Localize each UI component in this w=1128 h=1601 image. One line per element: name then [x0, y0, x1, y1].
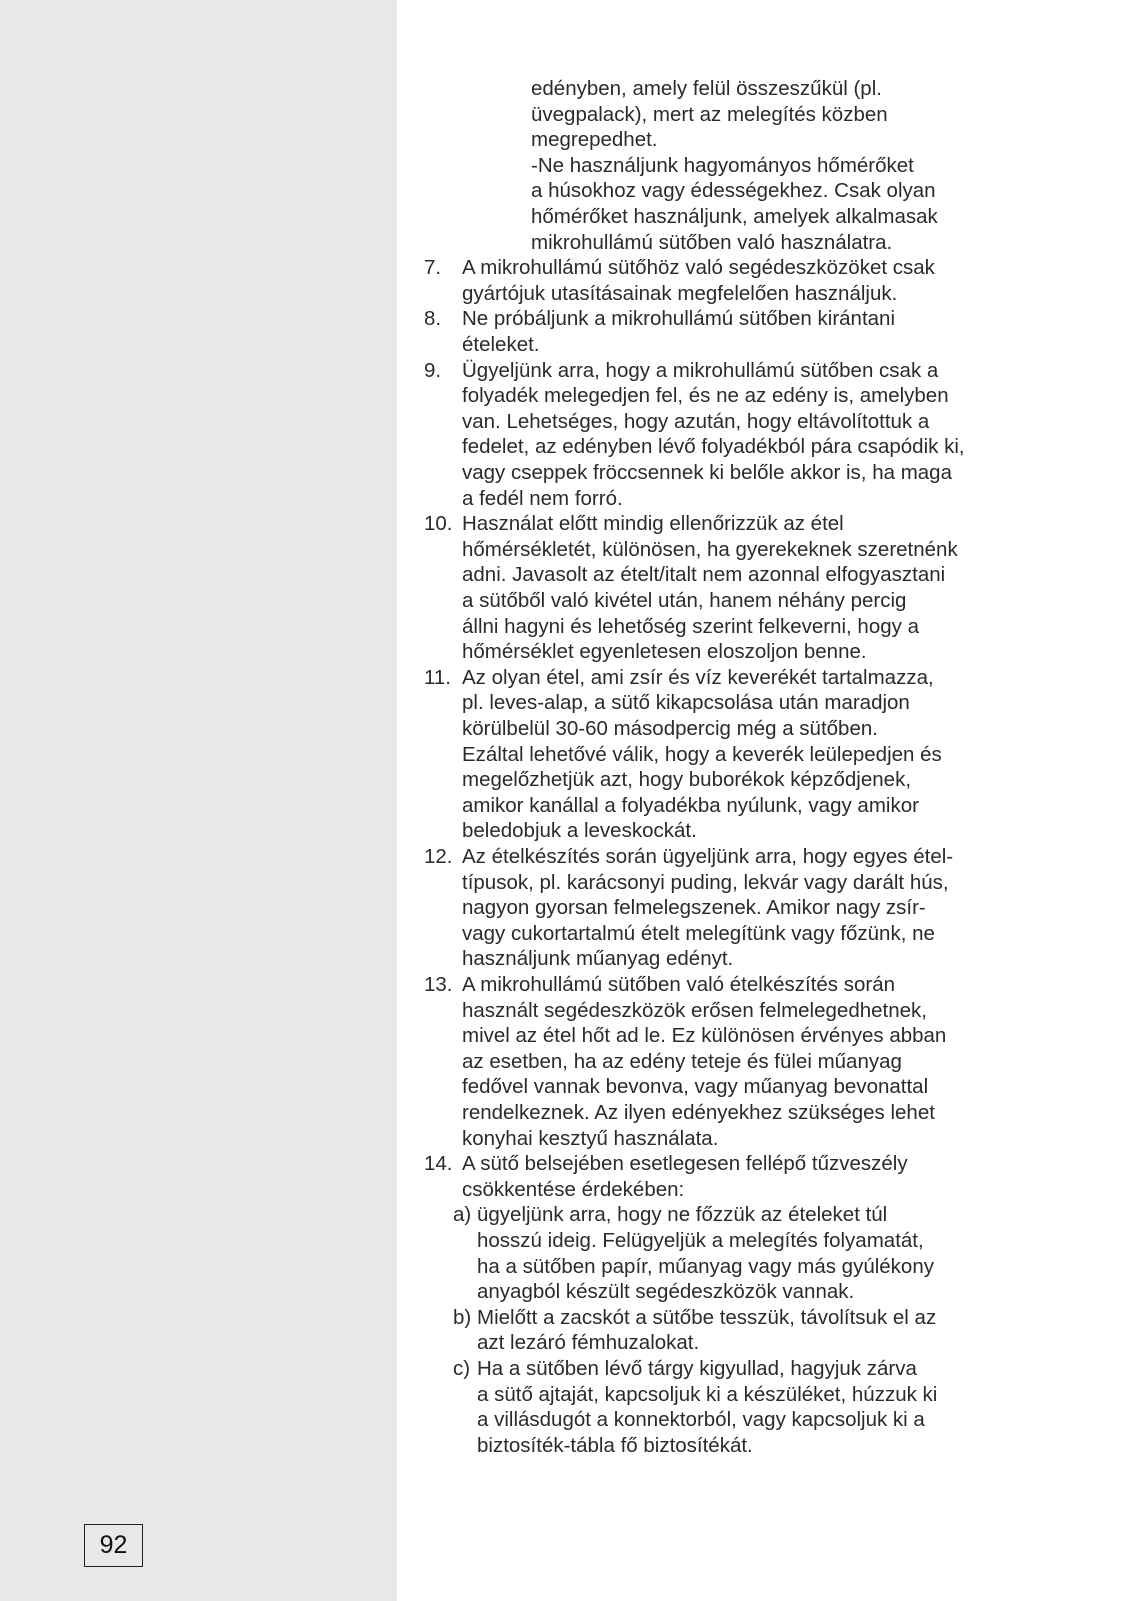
list-item-line: hőmérsékletét, különösen, ha gyerekeknek szeretnénk [462, 537, 958, 561]
list-item-text [462, 1151, 1102, 1202]
subitem-text [477, 1305, 1097, 1356]
list-item-line: folyadék melegedjen fel, és ne az edény is, amelyben [462, 384, 949, 408]
subitem-label: b) [453, 1305, 472, 1329]
list-item-number: 9. [424, 358, 442, 382]
list-item-line: A sütő belsejében esetlegesen fellépő tűzveszély [462, 1152, 908, 1176]
list-item-line: vagy cukortartalmú ételt melegítünk vagy főzünk, ne [462, 921, 935, 945]
page-number-box [84, 1524, 143, 1567]
list-item-text [462, 972, 1102, 1151]
list-item-line: az esetben, ha az edény teteje és fülei műanyag [462, 1049, 902, 1073]
subitem-line: ügyeljünk arra, hogy ne főzzük az ételeket túl [477, 1203, 888, 1227]
list-item-line: Az ételkészítés során ügyeljünk arra, hogy egyes étel- [462, 845, 954, 868]
list-item-line: használt segédeszközök erősen felmelegedhetnek, [462, 998, 927, 1022]
subitem-line: biztosíték-tábla fő biztosítékát. [477, 1433, 753, 1457]
list-item-line: vagy cseppek fröccsennek ki belőle akkor is, ha maga [462, 460, 952, 484]
subitem-line: Mielőtt a zacskót a sütőbe tesszük, távolítsuk el az [477, 1305, 937, 1329]
list-item-line: hőmérséklet egyenletesen eloszoljon benne. [462, 640, 867, 664]
list-item-line: nagyon gyorsan felmelegszenek. Amikor nagy zsír- [462, 896, 926, 920]
list-item-line: Az olyan étel, ami zsír és víz keverékét tartalmazza, [462, 665, 934, 689]
left-margin-panel [0, 0, 397, 1601]
list-item-line: állni hagyni és lehetőség szerint felkeverni, hogy a [462, 614, 919, 638]
list-item-text [462, 844, 1102, 972]
list-item-number: 13. [424, 973, 453, 996]
list-item-line: Használat előtt mindig ellenőrizzük az étel [462, 512, 844, 536]
list-item-line: ételeket. [462, 332, 540, 356]
list-item-line: típusok, pl. karácsonyi puding, lekvár vagy darált hús, [462, 870, 949, 894]
list-item-line: Ügyeljünk arra, hogy a mikrohullámú sütőben csak a [462, 358, 939, 382]
list-item-line: amikor kanállal a folyadékba nyúlunk, vagy amikor [462, 793, 919, 817]
list-item-line: Ezáltal lehetővé válik, hogy a keverék leülepedjen és [462, 742, 942, 766]
list-item-line: adni. Javasolt az ételt/italt nem azonnal elfogyasztani [462, 563, 946, 587]
list-item-text [462, 665, 1102, 844]
continuation-line: hőmérőket használjunk, amelyek alkalmasak [531, 205, 938, 228]
list-item-text [462, 511, 1102, 665]
list-item-line: Ne próbáljunk a mikrohullámú sütőben kirántani [462, 307, 896, 331]
subitem-line: a sütő ajtaját, kapcsoljuk ki a készüléket, húzzuk ki [477, 1382, 938, 1406]
subitem-text [477, 1202, 1097, 1304]
list-item-line: fedővel vannak bevonva, vagy műanyag bevonattal [462, 1075, 929, 1099]
list-item-line: a sütőből való kivétel után, hanem néhány percig [462, 588, 907, 612]
subitem-label: a) [453, 1203, 472, 1227]
subitem-text [477, 1356, 1097, 1458]
subitem-line: hosszú ideig. Felügyeljük a melegítés folyamatát, [477, 1228, 924, 1252]
list-item-line: használjunk műanyag edényt. [462, 947, 734, 971]
continuation-line: edényben, amely felül összeszűkül (pl. [531, 77, 882, 100]
continuation-line: -Ne használjunk hagyományos hőmérőket [531, 153, 914, 177]
list-item-number: 12. [424, 845, 453, 868]
list-item-line: fedelet, az edényben lévő folyadékból pára csapódik ki, [462, 435, 965, 459]
continuation-line: mikrohullámú sütőben való használatra. [531, 230, 893, 254]
list-item-number: 7. [424, 256, 442, 280]
subitem-line: a villásdugót a konnektorból, vagy kapcsoljuk ki a [477, 1408, 925, 1432]
list-item-line: van. Lehetséges, hogy azután, hogy eltávolítottuk a [462, 409, 930, 433]
list-item-line: megelőzhetjük azt, hogy buborékok képződjenek, [462, 768, 912, 792]
list-item-line: a fedél nem forró. [462, 486, 623, 510]
subitem-label: c) [453, 1357, 471, 1380]
list-item-text [462, 358, 1102, 512]
list-item-number: 10. [424, 512, 453, 536]
list-item-number: 14. [424, 1152, 453, 1176]
list-item-number: 8. [424, 307, 442, 331]
page-number: 92 [99, 1531, 128, 1559]
continuation-line: üvegpalack), mert az melegítés közben [531, 102, 888, 126]
list-item-line: mivel az étel hőt ad le. Ez különösen érvényes abban [462, 1024, 947, 1048]
list-item-line: A mikrohullámú sütőben való ételkészítés során [462, 973, 896, 996]
list-item-number: 11. [424, 665, 451, 689]
continuation-line: megrepedhet. [531, 128, 658, 152]
list-item-line: beledobjuk a leveskockát. [462, 819, 697, 843]
list-item-text [462, 255, 1102, 306]
list-item-line: gyártójuk utasításainak megfelelően használjuk. [462, 281, 898, 305]
list-item-line: csökkentése érdekében: [462, 1177, 685, 1201]
list-item-line: rendelkeznek. Az ilyen edényekhez szükséges lehet [462, 1100, 935, 1124]
list-item-line: körülbelül 30-60 másodpercig még a sütőben. [462, 716, 878, 740]
list-item-line: konyhai kesztyű használata. [462, 1126, 719, 1150]
list-item-line: A mikrohullámú sütőhöz való segédeszközöket csak [462, 256, 935, 280]
list-item-line: pl. leves-alap, a sütő kikapcsolása után maradjon [462, 691, 910, 715]
list-item-text [462, 306, 1102, 357]
continuation-line: a húsokhoz vagy édességekhez. Csak olyan [531, 179, 936, 203]
subitem-line: ha a sütőben papír, műanyag vagy más gyúlékony [477, 1254, 934, 1278]
subitem-line: azt lezáró fémhuzalokat. [477, 1331, 700, 1355]
subitem-line: anyagból készült segédeszközök vannak. [477, 1280, 855, 1304]
subitem-line: Ha a sütőben lévő tárgy kigyullad, hagyjuk zárva [477, 1357, 917, 1380]
